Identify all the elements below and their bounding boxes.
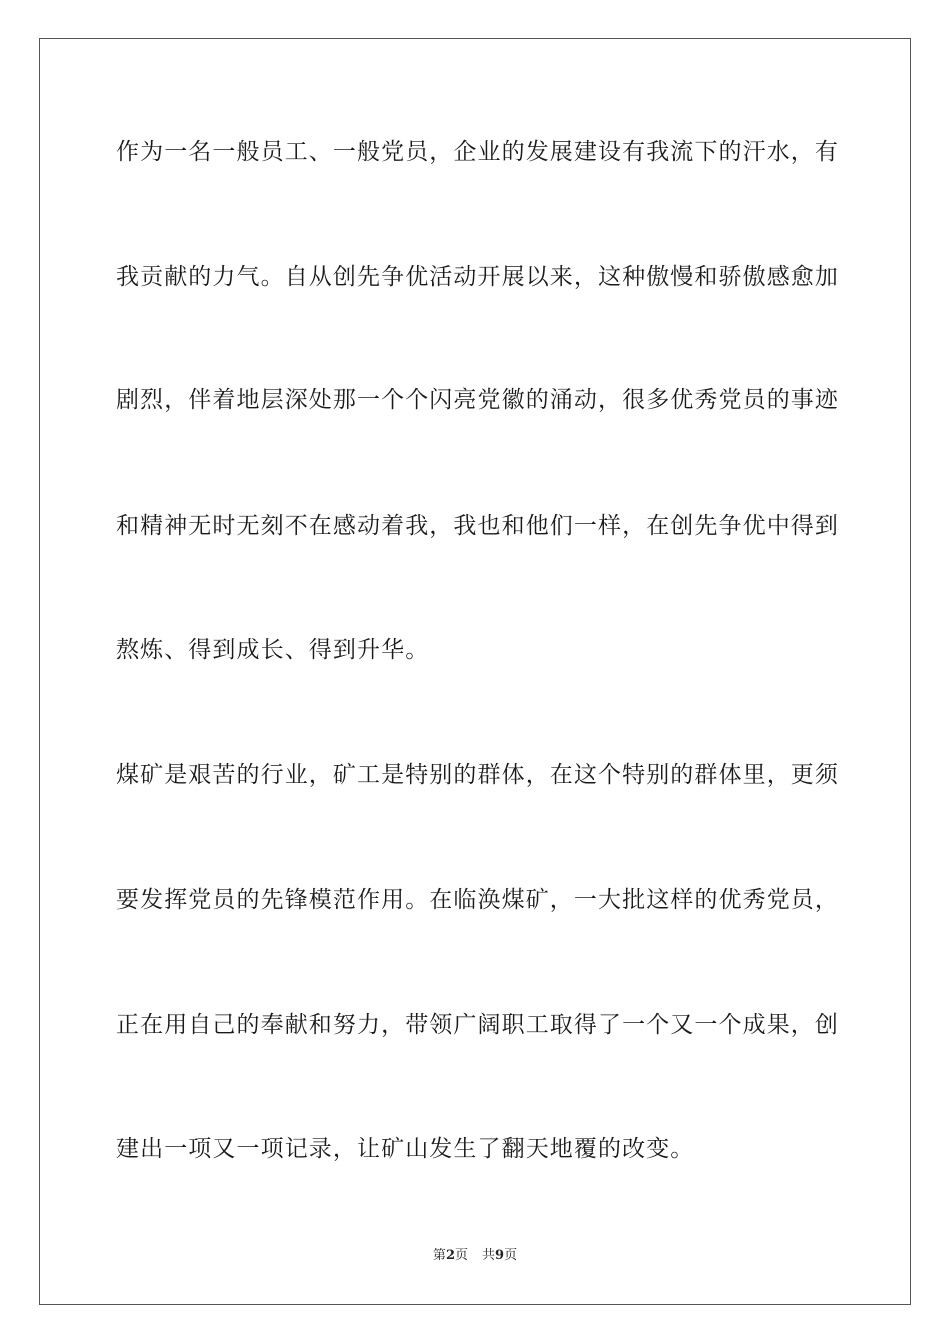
text-line: 要发挥党员的先锋模范作用。在临涣煤矿，一大批这样的优秀党员，: [116, 887, 839, 913]
text-line: 和精神无时无刻不在感动着我，我也和他们一样，在创先争优中得到: [116, 513, 839, 539]
page-footer: [0, 1248, 950, 1264]
text-line: 作为一名一般员工、一般党员，企业的发展建设有我流下的汗水，有: [116, 139, 839, 165]
page-suffix: 页: [454, 1248, 468, 1263]
page-border: [39, 38, 911, 1305]
text-line: 煤矿是艰苦的行业，矿工是特别的群体，在这个特别的群体里，更须: [116, 762, 839, 788]
page-number: 2: [445, 1248, 455, 1263]
total-suffix: 页: [504, 1248, 518, 1263]
text-line: 熬炼、得到成长、得到升华。: [116, 637, 430, 663]
text-line: 我贡献的力气。自从创先争优活动开展以来，这种傲慢和骄傲感愈加: [116, 264, 839, 290]
text-line: 建出一项又一项记录，让矿山发生了翻天地覆的改变。: [116, 1136, 695, 1162]
text-line: 正在用自己的奉献和努力，带领广阔职工取得了一个又一个成果，创: [116, 1012, 839, 1038]
total-pages: 9: [495, 1248, 505, 1263]
page-prefix: 第: [432, 1248, 446, 1263]
text-line: 剧烈，伴着地层深处那一个个闪亮党徽的涌动，很多优秀党员的事迹: [116, 387, 839, 413]
total-prefix: 共: [482, 1248, 496, 1263]
